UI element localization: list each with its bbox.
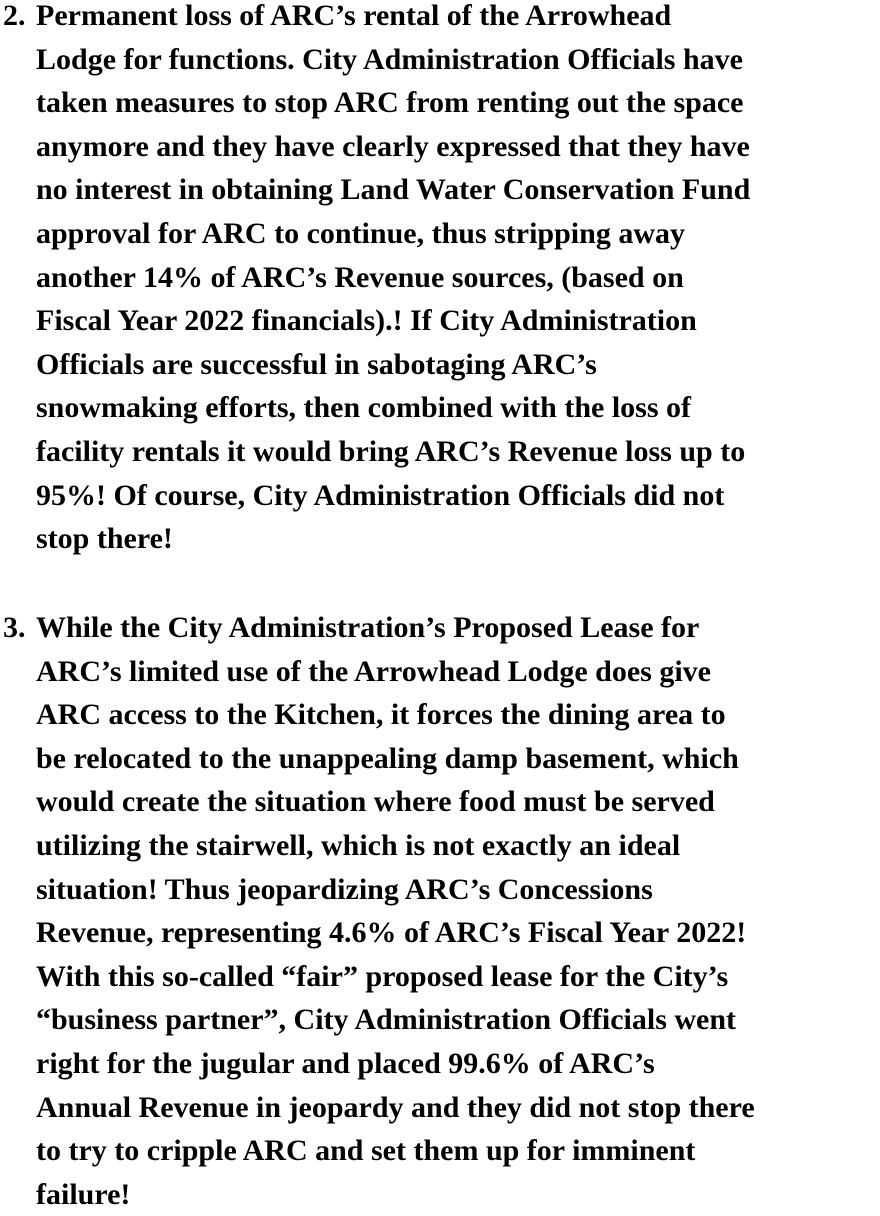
text-line: 95%! Of course, City Administration Officials did not (36, 478, 725, 512)
text-line: another 14% of ARC’s Revenue sources, (based on (36, 260, 684, 294)
text-line: anymore and they have clearly expressed that they have (36, 129, 750, 163)
item-number: 3. (3, 611, 26, 644)
text-line: to try to cripple ARC and set them up for imminent (36, 1134, 696, 1168)
text-line: no interest in obtaining Land Water Conservation Fund (36, 173, 751, 207)
text-line: utilizing the stairwell, which is not exactly an ideal (36, 829, 681, 862)
text-line: facility rentals it would bring ARC’s Revenue loss up to (36, 435, 746, 468)
text-line: situation! Thus jeopardizing ARC’s Concessions (36, 872, 653, 906)
text-line: Annual Revenue in jeopardy and they did not stop there (36, 1090, 755, 1124)
item-number: 2. (3, 0, 26, 32)
text-line: “business partner”, City Administration Officials went (36, 1003, 737, 1037)
text-line: Officials are successful in sabotaging ARC’s (36, 347, 597, 381)
text-line: be relocated to the unappealing damp basement, which (36, 741, 739, 775)
text-line: Revenue, representing 4.6% of ARC’s Fiscal Year 2022! (36, 916, 747, 950)
text-line: right for the jugular and placed 99.6% of ARC’s (36, 1047, 655, 1080)
text-line: Lodge for functions. City Administration Officials have (36, 42, 743, 76)
text-line: stop there! (36, 522, 173, 556)
text-line: ARC access to the Kitchen, it forces the dining area to (36, 698, 726, 732)
text-line: With this so-called “fair” proposed lease for the City’s (36, 959, 729, 993)
text-line: would create the situation where food must be served (36, 785, 715, 819)
text-line: Permanent loss of ARC’s rental of the Arrowhead (36, 0, 672, 32)
text-line: ARC’s limited use of the Arrowhead Lodge does give (36, 654, 711, 688)
text-line: taken measures to stop ARC from renting out the space (36, 86, 744, 120)
text-line: While the City Administration’s Proposed Lease for (36, 611, 700, 644)
text-line: Fiscal Year 2022 financials).! If City Administration (36, 304, 697, 338)
text-line: snowmaking efforts, then combined with the loss of (36, 391, 692, 425)
text-line: failure! (36, 1177, 131, 1211)
text-line: approval for ARC to continue, thus stripping away (36, 217, 685, 250)
